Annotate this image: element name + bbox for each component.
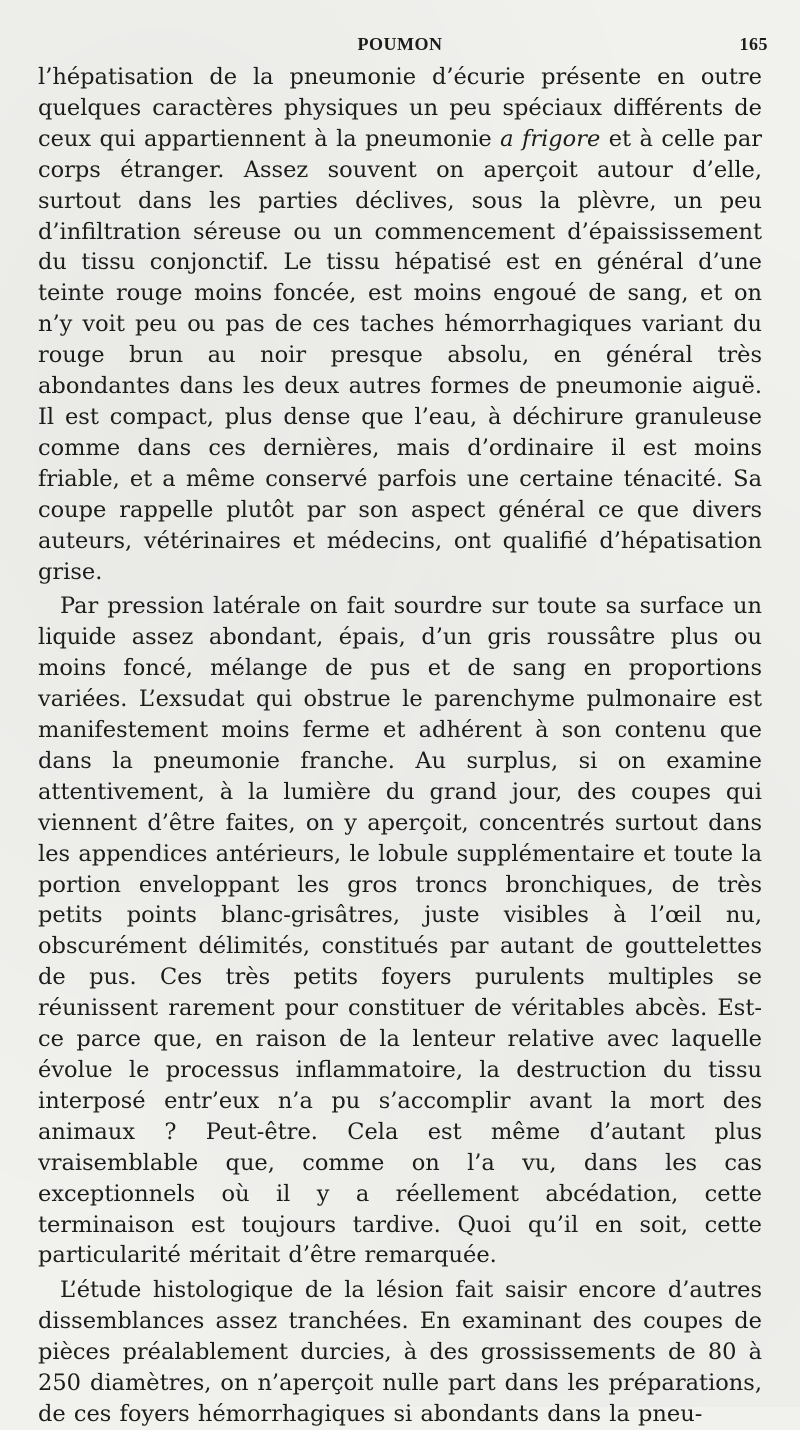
paragraph-1-text-end: et à celle par corps étranger. Assez souvent on aperçoit autour d’elle, surtout dans les parties déclives, sous la plèvre, un peu d’infiltration séreuse ou un commencement d’épaississement du tissu conjonctif. Le tissu hépatisé est en général d’une teinte rouge moins foncée, est moins engoué de sang, et on n’y voit peu ou pas de ces taches hémorrhagiques variant du rouge brun au noir presque absolu, en général très abondantes dans les deux autres formes de pneumonie aiguë. Il est compact, plus dense que l’eau, à déchirure granuleuse comme dans ces dernières, mais d’ordinaire il est moins friable, et a même conservé parfois une certaine ténacité. Sa coupe rappelle plutôt par son aspect général ce que divers auteurs, vétérinaires et médecins, ont qualifié d’hépatisation grise. [38, 125, 763, 585]
page-number: 165 [739, 34, 768, 54]
body-text [38, 62, 762, 1430]
paragraph-1 [38, 62, 762, 587]
paragraph-3: L’étude histologique de la lésion fait saisir encore d’autres dissemblances assez tranchées. En examinant des coupes de pièces préalablement durcies, à des grossissements de 80 à 250 diamètres, on n’aperçoit nulle part dans les préparations, de ces foyers hémorrhagiques si abondants dans la pneu- [38, 1277, 762, 1427]
italic-term: a frigore [500, 125, 601, 152]
running-title: POUMON [357, 34, 443, 54]
running-head [38, 30, 768, 62]
paragraph-1-text-start: l’hépatisation de la pneumonie d’écurie présente en outre quelques caractères physiques un peu spéciaux différents de ceux qui appartiennent à la pneumonie [38, 64, 762, 152]
paragraph-2: Par pression latérale on fait sourdre sur toute sa surface un liquide assez abondant, épais, d’un gris roussâtre plus ou moins foncé, mélange de pus et de sang en proportions variées. L’exsudat qui obstrue le parenchyme pulmonaire est manifestement moins ferme et adhérent à son contenu que dans la pneumonie franche. Au surplus, si on examine attentivement, à la lumière du grand jour, des coupes qui viennent d’être faites, on y aperçoit, concentrés surtout dans les appendices antérieurs, le lobule supplémentaire et toute la portion enveloppant les gros troncs bronchiques, de très petits points blanc-grisâtres, juste visibles à l’œil nu, obscurément délimités, constitués par autant de gouttelettes de pus. Ces très petits foyers purulents multiples se réunissent rarement pour constituer de véritables abcès. Est-ce parce que, en raison de la lenteur relative avec laquelle évolue le processus inflammatoire, la destruction du tissu interposé entr’eux n’a pu s’accomplir avant la mort des animaux ? Peut-être. Cela est même d’autant plus vraisemblable que, comme on l’a vu, dans les cas exceptionnels où il y a réellement abcédation, cette terminaison est toujours tardive. Quoi qu’il en soit, cette particularité méritait d’être remarquée. [38, 593, 762, 1269]
